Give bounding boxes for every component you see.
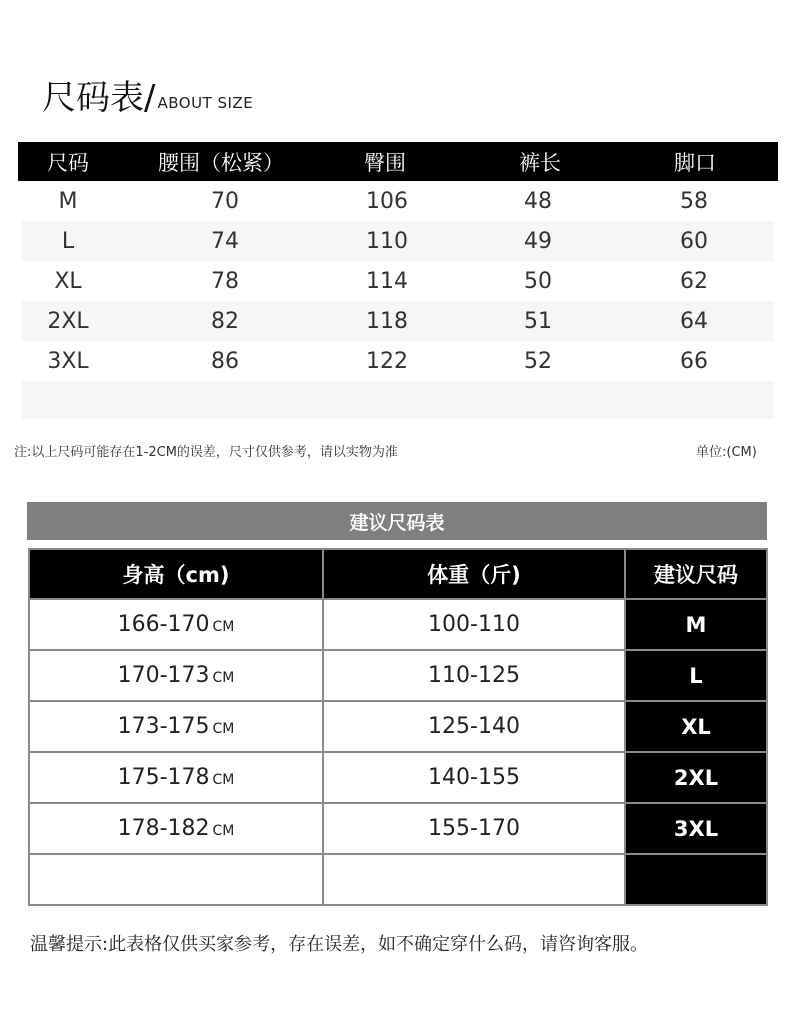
cell-length: 50 — [524, 268, 552, 294]
cell-waist: 78 — [211, 268, 239, 294]
tolerance-note: 注:以上尺码可能存在1-2CM的误差，尺寸仅供参考，请以实物为准 — [14, 445, 398, 460]
cell-hem: 66 — [680, 348, 708, 374]
cell-size: M — [58, 188, 78, 214]
table-row — [22, 341, 774, 381]
unit-label: CM — [212, 823, 235, 839]
cell-size: L — [61, 228, 75, 254]
size-table — [18, 142, 778, 419]
size-table-header — [18, 142, 778, 181]
cell-length: 49 — [524, 228, 552, 254]
cell-hip: 122 — [366, 348, 408, 374]
cell-hem: 58 — [680, 188, 708, 214]
cell-hip: 118 — [366, 308, 408, 334]
recommend-header — [29, 549, 767, 599]
unit-label: CM — [212, 721, 235, 737]
unit-label: CM — [212, 619, 235, 635]
height-range: 173-175 — [117, 714, 210, 739]
page-title — [42, 72, 253, 118]
header-recommended-size: 建议尺码 — [625, 549, 767, 599]
cell-size: XL — [54, 268, 82, 294]
table-row — [29, 599, 767, 650]
cell-length: 51 — [524, 308, 552, 334]
cell-hem: 60 — [680, 228, 708, 254]
cell-waist: 70 — [211, 188, 239, 214]
table-row — [29, 803, 767, 854]
unit-note: 单位:(CM) — [696, 445, 757, 460]
cell-waist: 74 — [211, 228, 239, 254]
height-range: 178-182 — [117, 816, 210, 841]
cell-height — [29, 599, 323, 650]
height-range: 170-173 — [117, 663, 210, 688]
header-length: 裤长 — [519, 150, 561, 175]
cell-length: 48 — [524, 188, 552, 214]
recommend-table — [28, 548, 768, 906]
cell-size: L — [625, 650, 767, 701]
cell-weight: 100-110 — [323, 599, 625, 650]
cell-hem: 62 — [680, 268, 708, 294]
height-range: 166-170 — [117, 612, 210, 637]
header-waist: 腰围（松紧） — [158, 150, 284, 175]
table-row — [22, 301, 774, 341]
cell-height-empty — [29, 854, 323, 905]
cell-size: M — [625, 599, 767, 650]
table-row — [22, 261, 774, 301]
cell-size: 3XL — [47, 348, 89, 374]
cell-hip: 106 — [366, 188, 408, 214]
table-row — [22, 221, 774, 261]
table-row-empty — [29, 854, 767, 905]
header-hem: 脚口 — [674, 150, 716, 175]
cell-size: XL — [625, 701, 767, 752]
header-size: 尺码 — [47, 150, 89, 175]
height-range: 175-178 — [117, 765, 210, 790]
cell-size: 3XL — [625, 803, 767, 854]
header-weight: 体重（斤) — [323, 549, 625, 599]
unit-label: CM — [212, 670, 235, 686]
header-height: 身高（cm) — [29, 549, 323, 599]
cell-weight: 140-155 — [323, 752, 625, 803]
cell-weight: 155-170 — [323, 803, 625, 854]
cell-hip: 110 — [366, 228, 408, 254]
cell-waist: 86 — [211, 348, 239, 374]
table-row — [29, 701, 767, 752]
cell-hem: 64 — [680, 308, 708, 334]
cell-size: 2XL — [625, 752, 767, 803]
cell-weight: 110-125 — [323, 650, 625, 701]
table-row — [29, 650, 767, 701]
title-en: ABOUT SIZE — [157, 94, 254, 112]
cell-size: 2XL — [47, 308, 89, 334]
table-row-empty — [22, 381, 774, 419]
recommend-banner: 建议尺码表 — [27, 502, 767, 540]
cell-weight-empty — [323, 854, 625, 905]
cell-weight: 125-140 — [323, 701, 625, 752]
cell-length: 52 — [524, 348, 552, 374]
header-hip: 臀围 — [364, 150, 406, 175]
cell-height — [29, 650, 323, 701]
cell-hip: 114 — [366, 268, 408, 294]
cell-size-empty — [625, 854, 767, 905]
table-row — [29, 752, 767, 803]
table-row — [22, 181, 774, 221]
cell-height — [29, 752, 323, 803]
cell-waist: 82 — [211, 308, 239, 334]
unit-label: CM — [212, 772, 235, 788]
cell-height — [29, 803, 323, 854]
cell-height — [29, 701, 323, 752]
title-cn: 尺码表/ — [42, 78, 156, 118]
footer-tip: 温馨提示:此表格仅供买家参考，存在误差，如不确定穿什么码，请咨询客服。 — [30, 934, 649, 955]
